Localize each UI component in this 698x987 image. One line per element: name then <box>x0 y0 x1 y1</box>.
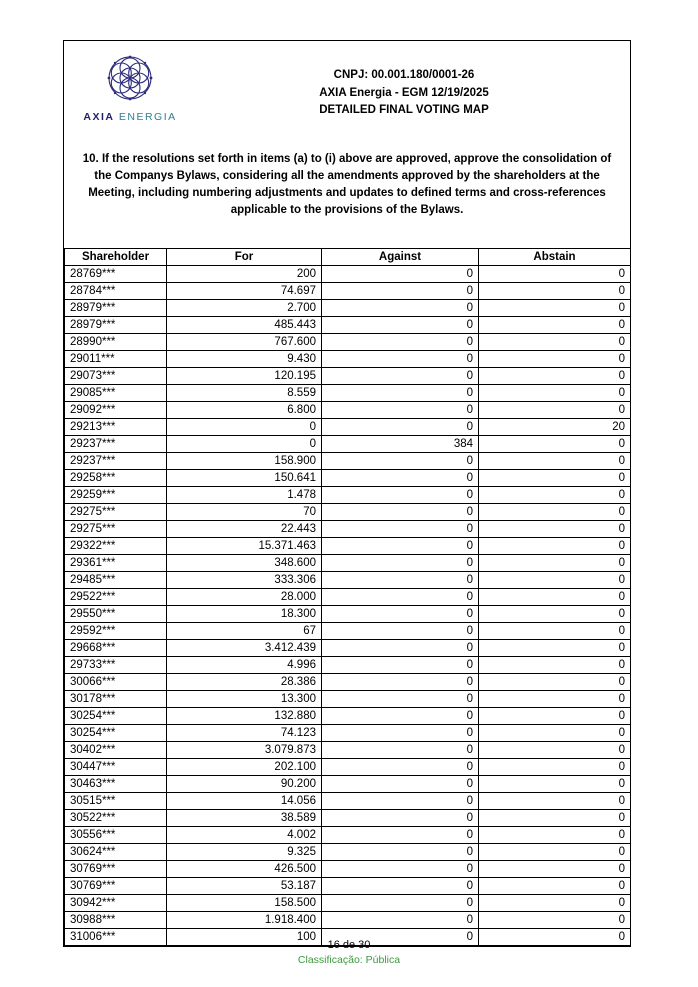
col-header-against: Against <box>322 249 479 266</box>
vote-count-cell: 0 <box>322 521 479 538</box>
vote-count-cell: 0 <box>479 878 631 895</box>
vote-count-cell: 0 <box>322 606 479 623</box>
vote-count-cell: 0 <box>322 470 479 487</box>
col-header-for: For <box>167 249 322 266</box>
shareholder-cell: 31006*** <box>65 929 167 946</box>
vote-count-cell: 0 <box>322 895 479 912</box>
vote-count-cell: 0 <box>322 878 479 895</box>
vote-count-cell: 0 <box>479 623 631 640</box>
shareholder-cell: 30769*** <box>65 878 167 895</box>
vote-count-cell: 0 <box>479 334 631 351</box>
shareholder-cell: 30556*** <box>65 827 167 844</box>
vote-count-cell: 0 <box>322 300 479 317</box>
vote-count-cell: 0 <box>479 810 631 827</box>
vote-count-cell: 0 <box>322 810 479 827</box>
vote-count-cell: 0 <box>479 827 631 844</box>
shareholder-cell: 29011*** <box>65 351 167 368</box>
document-header <box>64 41 630 248</box>
header-text-block <box>178 51 630 120</box>
table-row <box>65 487 631 504</box>
vote-count-cell: 67 <box>167 623 322 640</box>
voting-table <box>64 248 631 946</box>
vote-count-cell: 0 <box>322 742 479 759</box>
vote-count-cell: 0 <box>479 436 631 453</box>
vote-count-cell: 0 <box>479 674 631 691</box>
table-row <box>65 708 631 725</box>
vote-count-cell: 0 <box>479 844 631 861</box>
vote-count-cell: 0 <box>322 657 479 674</box>
vote-count-cell: 0 <box>322 759 479 776</box>
table-row <box>65 742 631 759</box>
shareholder-cell: 30402*** <box>65 742 167 759</box>
vote-count-cell: 4.996 <box>167 657 322 674</box>
vote-count-cell: 426.500 <box>167 861 322 878</box>
vote-count-cell: 0 <box>479 453 631 470</box>
vote-count-cell: 0 <box>479 929 631 946</box>
header-top-row <box>64 41 630 123</box>
table-row <box>65 334 631 351</box>
table-header-row <box>65 249 631 266</box>
vote-count-cell: 13.300 <box>167 691 322 708</box>
vote-count-cell: 0 <box>322 674 479 691</box>
shareholder-cell: 29322*** <box>65 538 167 555</box>
vote-count-cell: 0 <box>479 300 631 317</box>
table-row <box>65 504 631 521</box>
shareholder-cell: 29073*** <box>65 368 167 385</box>
vote-count-cell: 0 <box>322 317 479 334</box>
col-header-shareholder: Shareholder <box>65 249 167 266</box>
vote-count-cell: 0 <box>322 827 479 844</box>
shareholder-cell: 30988*** <box>65 912 167 929</box>
table-row <box>65 470 631 487</box>
shareholder-cell: 30254*** <box>65 725 167 742</box>
table-row <box>65 317 631 334</box>
vote-count-cell: 0 <box>322 912 479 929</box>
vote-count-cell: 53.187 <box>167 878 322 895</box>
shareholder-cell: 28990*** <box>65 334 167 351</box>
vote-count-cell: 0 <box>479 402 631 419</box>
vote-count-cell: 0 <box>479 657 631 674</box>
vote-count-cell: 333.306 <box>167 572 322 589</box>
table-row <box>65 657 631 674</box>
vote-count-cell: 74.697 <box>167 283 322 300</box>
shareholder-cell: 30942*** <box>65 895 167 912</box>
shareholder-cell: 29259*** <box>65 487 167 504</box>
vote-count-cell: 0 <box>479 385 631 402</box>
table-row <box>65 402 631 419</box>
table-row <box>65 793 631 810</box>
header-cnpj: CNPJ: 00.001.180/0001-26 <box>333 69 475 81</box>
table-row <box>65 623 631 640</box>
vote-count-cell: 0 <box>322 334 479 351</box>
vote-count-cell: 0 <box>322 538 479 555</box>
vote-count-cell: 3.079.873 <box>167 742 322 759</box>
shareholder-cell: 28784*** <box>65 283 167 300</box>
vote-count-cell: 0 <box>322 283 479 300</box>
vote-count-cell: 0 <box>479 283 631 300</box>
vote-count-cell: 767.600 <box>167 334 322 351</box>
vote-count-cell: 132.880 <box>167 708 322 725</box>
vote-count-cell: 20 <box>479 419 631 436</box>
shareholder-cell: 29258*** <box>65 470 167 487</box>
vote-count-cell: 6.800 <box>167 402 322 419</box>
vote-count-cell: 0 <box>479 589 631 606</box>
vote-count-cell: 0 <box>479 470 631 487</box>
vote-count-cell: 8.559 <box>167 385 322 402</box>
shareholder-cell: 30066*** <box>65 674 167 691</box>
vote-count-cell: 0 <box>322 504 479 521</box>
vote-count-cell: 0 <box>479 504 631 521</box>
shareholder-cell: 29213*** <box>65 419 167 436</box>
vote-count-cell: 348.600 <box>167 555 322 572</box>
vote-count-cell: 0 <box>479 521 631 538</box>
vote-count-cell: 22.443 <box>167 521 322 538</box>
vote-count-cell: 0 <box>322 623 479 640</box>
vote-count-cell: 0 <box>479 640 631 657</box>
table-row <box>65 878 631 895</box>
vote-count-cell: 0 <box>322 487 479 504</box>
table-row <box>65 453 631 470</box>
vote-count-cell: 0 <box>322 368 479 385</box>
shareholder-cell: 30769*** <box>65 861 167 878</box>
shareholder-cell: 30463*** <box>65 776 167 793</box>
shareholder-cell: 29733*** <box>65 657 167 674</box>
vote-count-cell: 0 <box>322 419 479 436</box>
vote-count-cell: 0 <box>479 742 631 759</box>
table-row <box>65 538 631 555</box>
vote-count-cell: 0 <box>322 351 479 368</box>
vote-count-cell: 74.123 <box>167 725 322 742</box>
vote-count-cell: 0 <box>479 861 631 878</box>
shareholder-cell: 29522*** <box>65 589 167 606</box>
vote-count-cell: 0 <box>322 402 479 419</box>
vote-count-cell: 0 <box>322 691 479 708</box>
vote-count-cell: 38.589 <box>167 810 322 827</box>
table-row <box>65 351 631 368</box>
vote-count-cell: 0 <box>322 266 479 283</box>
vote-count-cell: 158.500 <box>167 895 322 912</box>
table-row <box>65 810 631 827</box>
vote-count-cell: 0 <box>322 793 479 810</box>
vote-count-cell: 485.443 <box>167 317 322 334</box>
vote-count-cell: 14.056 <box>167 793 322 810</box>
vote-count-cell: 158.900 <box>167 453 322 470</box>
vote-count-cell: 2.700 <box>167 300 322 317</box>
table-row <box>65 912 631 929</box>
table-row <box>65 589 631 606</box>
table-row <box>65 368 631 385</box>
vote-count-cell: 0 <box>479 708 631 725</box>
table-row <box>65 419 631 436</box>
table-row <box>65 776 631 793</box>
company-logo <box>64 51 178 123</box>
table-row <box>65 266 631 283</box>
logo-brand-text: AXIA <box>83 111 115 123</box>
classification-label: Classificação: Pública <box>297 954 401 966</box>
vote-count-cell: 0 <box>479 555 631 572</box>
vote-count-cell: 0 <box>479 606 631 623</box>
vote-count-cell: 200 <box>167 266 322 283</box>
vote-count-cell: 18.300 <box>167 606 322 623</box>
document-frame <box>63 40 631 947</box>
vote-count-cell: 0 <box>479 691 631 708</box>
axia-logo-icon <box>99 51 161 109</box>
vote-count-cell: 384 <box>322 436 479 453</box>
voting-table-body <box>65 266 631 946</box>
vote-count-cell: 0 <box>479 487 631 504</box>
vote-count-cell: 90.200 <box>167 776 322 793</box>
vote-count-cell: 0 <box>322 453 479 470</box>
vote-count-cell: 0 <box>479 793 631 810</box>
vote-count-cell: 0 <box>322 725 479 742</box>
vote-count-cell: 202.100 <box>167 759 322 776</box>
shareholder-cell: 29237*** <box>65 453 167 470</box>
vote-count-cell: 70 <box>167 504 322 521</box>
table-row <box>65 674 631 691</box>
vote-count-cell: 150.641 <box>167 470 322 487</box>
table-row <box>65 895 631 912</box>
vote-count-cell: 15.371.463 <box>167 538 322 555</box>
vote-count-cell: 0 <box>322 844 479 861</box>
shareholder-cell: 28769*** <box>65 266 167 283</box>
vote-count-cell: 1.918.400 <box>167 912 322 929</box>
vote-count-cell: 0 <box>479 912 631 929</box>
shareholder-cell: 29668*** <box>65 640 167 657</box>
vote-count-cell: 28.000 <box>167 589 322 606</box>
vote-count-cell: 0 <box>479 572 631 589</box>
vote-count-cell: 0 <box>479 776 631 793</box>
shareholder-cell: 29237*** <box>65 436 167 453</box>
table-row <box>65 759 631 776</box>
vote-count-cell: 0 <box>322 589 479 606</box>
shareholder-cell: 29361*** <box>65 555 167 572</box>
shareholder-cell: 30447*** <box>65 759 167 776</box>
vote-count-cell: 0 <box>479 351 631 368</box>
table-row <box>65 572 631 589</box>
vote-count-cell: 120.195 <box>167 368 322 385</box>
vote-count-cell: 1.478 <box>167 487 322 504</box>
shareholder-cell: 28979*** <box>65 300 167 317</box>
table-row <box>65 725 631 742</box>
page-number: 16 de 30 <box>327 939 371 951</box>
resolution-paragraph: 10. If the resolutions set forth in items (a) to (i) above are approved, approve the consolidation of the Companys Bylaws, considering all the amendments approved by the shareholders at the Meeting, including numbering adjustments and updates to defined terms and cross-references applicable to the provisions of the Bylaws. <box>82 153 612 216</box>
vote-count-cell: 0 <box>479 368 631 385</box>
header-meeting: AXIA Energia - EGM 12/19/2025 <box>319 86 489 99</box>
vote-count-cell: 3.412.439 <box>167 640 322 657</box>
vote-count-cell: 0 <box>322 861 479 878</box>
shareholder-cell: 30178*** <box>65 691 167 708</box>
shareholder-cell: 29275*** <box>65 521 167 538</box>
vote-count-cell: 0 <box>322 572 479 589</box>
shareholder-cell: 29085*** <box>65 385 167 402</box>
table-row <box>65 521 631 538</box>
shareholder-cell: 30254*** <box>65 708 167 725</box>
shareholder-cell: 29275*** <box>65 504 167 521</box>
header-title: DETAILED FINAL VOTING MAP <box>319 104 489 116</box>
vote-count-cell: 0 <box>479 895 631 912</box>
vote-count-cell: 9.430 <box>167 351 322 368</box>
vote-count-cell: 0 <box>322 929 479 946</box>
shareholder-cell: 28979*** <box>65 317 167 334</box>
vote-count-cell: 0 <box>479 266 631 283</box>
vote-count-cell: 0 <box>167 419 322 436</box>
table-row <box>65 606 631 623</box>
vote-count-cell: 0 <box>167 436 322 453</box>
shareholder-cell: 30522*** <box>65 810 167 827</box>
shareholder-cell: 29592*** <box>65 623 167 640</box>
shareholder-cell: 29092*** <box>65 402 167 419</box>
table-row <box>65 861 631 878</box>
shareholder-cell: 30624*** <box>65 844 167 861</box>
table-row <box>65 827 631 844</box>
table-row <box>65 283 631 300</box>
vote-count-cell: 0 <box>322 385 479 402</box>
vote-count-cell: 28.386 <box>167 674 322 691</box>
vote-count-cell: 100 <box>167 929 322 946</box>
vote-count-cell: 0 <box>322 708 479 725</box>
col-header-abstain: Abstain <box>479 249 631 266</box>
vote-count-cell: 0 <box>322 640 479 657</box>
table-row <box>65 300 631 317</box>
logo-brand-secondary-text: ENERGIA <box>118 111 177 123</box>
vote-count-cell: 0 <box>479 538 631 555</box>
vote-count-cell: 0 <box>479 725 631 742</box>
shareholder-cell: 30515*** <box>65 793 167 810</box>
table-row <box>65 555 631 572</box>
shareholder-cell: 29550*** <box>65 606 167 623</box>
vote-count-cell: 9.325 <box>167 844 322 861</box>
vote-count-cell: 4.002 <box>167 827 322 844</box>
vote-count-cell: 0 <box>479 317 631 334</box>
vote-count-cell: 0 <box>322 555 479 572</box>
table-row <box>65 385 631 402</box>
shareholder-cell: 29485*** <box>65 572 167 589</box>
logo-wordmark <box>82 111 178 123</box>
table-row <box>65 844 631 861</box>
table-row <box>65 691 631 708</box>
vote-count-cell: 0 <box>322 776 479 793</box>
table-row <box>65 436 631 453</box>
table-row <box>65 640 631 657</box>
vote-count-cell: 0 <box>479 759 631 776</box>
